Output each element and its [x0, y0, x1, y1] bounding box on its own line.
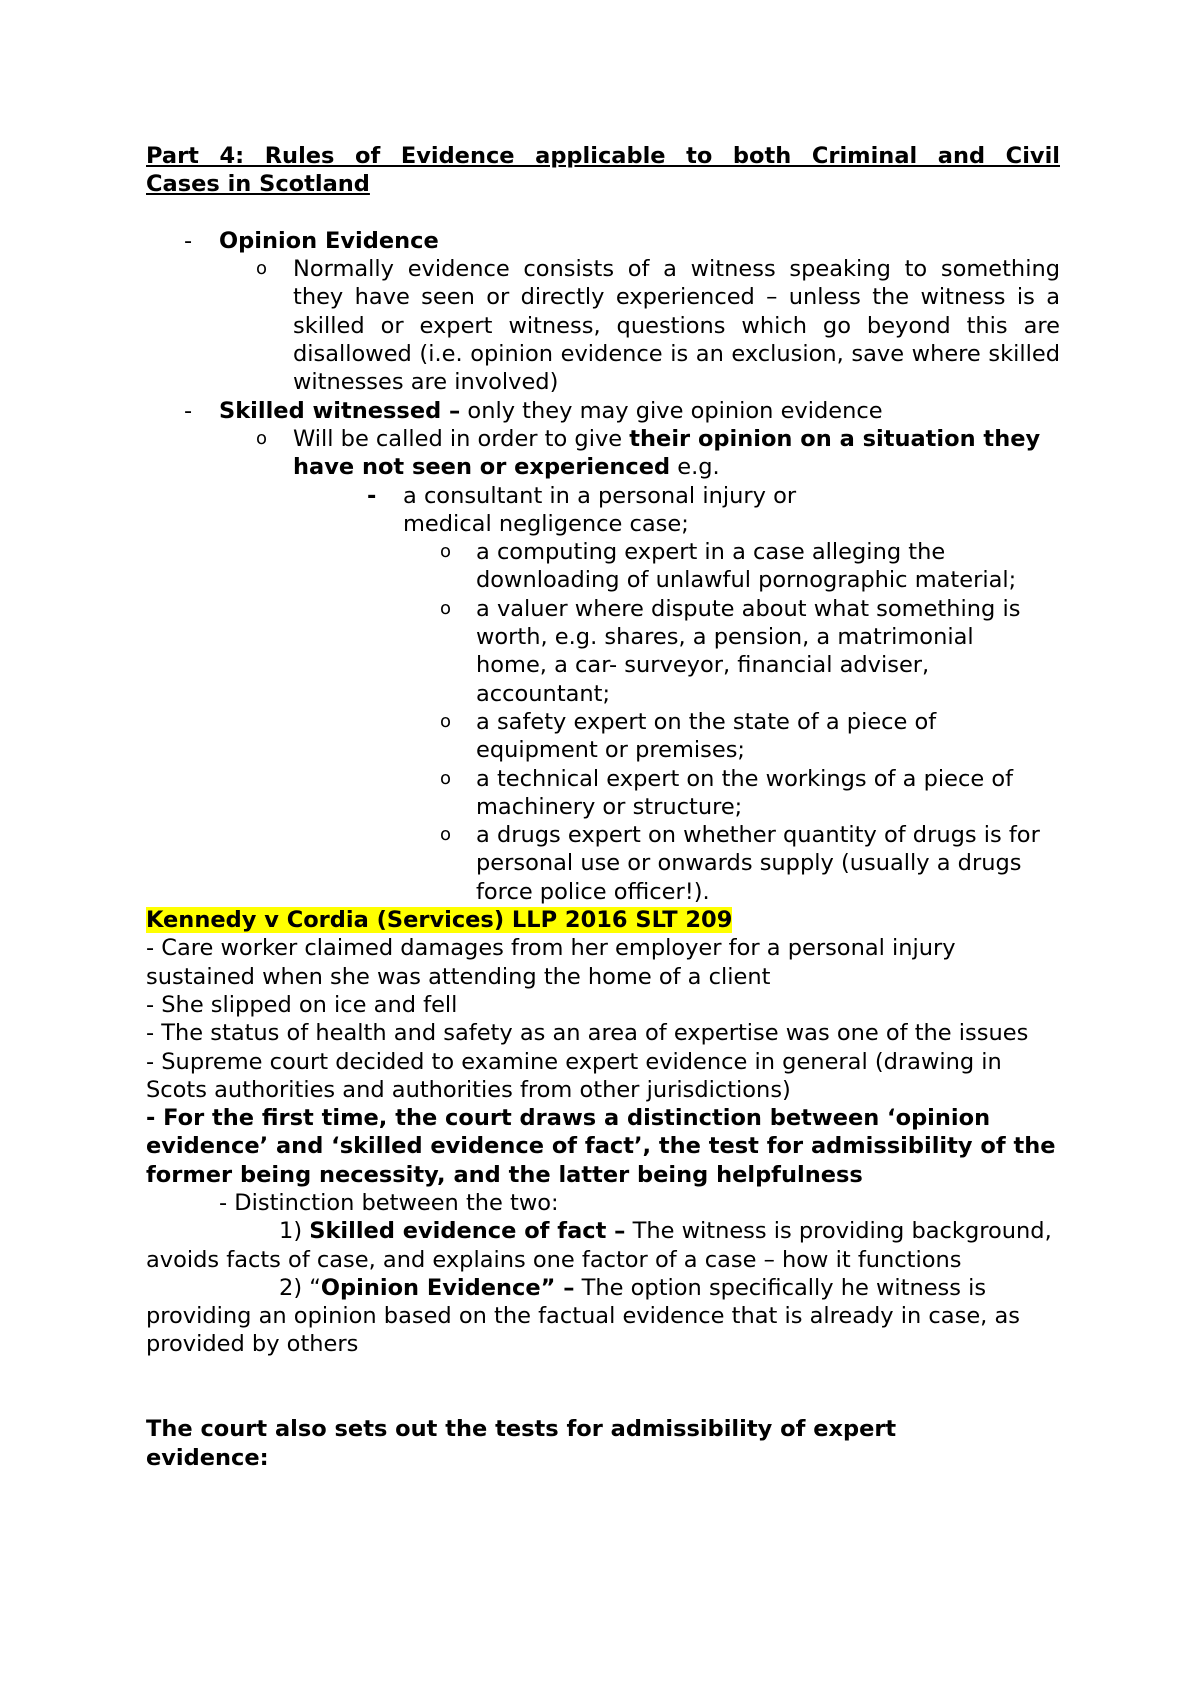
document-page [146, 142, 1060, 1472]
example-item [146, 708, 1060, 765]
skilled-witness-heading: Skilled witnessed – [219, 397, 461, 424]
example-text: a technical expert on the workings of a piece of machinery or structure; [476, 765, 1014, 820]
distinction-1-number: 1) [279, 1218, 310, 1245]
example-text: a valuer where dispute about what something is worth, e.g. shares, a pension, a matrimonial home, a car- surveyor, financial adviser, accountant; [476, 595, 1021, 707]
opinion-evidence-text: Normally evidence consists of a witness speaking to something they have seen or directly experienced – unless the witness is a skilled or expert witness, questions which go beyond this are disallowed (i.e. opinion evidence is an exclusion, save where skilled witnesses are involved) [293, 256, 1060, 396]
distinction-intro: - Distinction between the two: [219, 1189, 559, 1216]
circle-bullet: o [440, 767, 452, 789]
case-point: - She slipped on ice and fell [146, 991, 458, 1018]
distinction-2-text: The option specifically he witness is providing an opinion based on the factual evidence that is already in case, as provided by others [146, 1274, 1020, 1358]
circle-bullet: o [440, 824, 452, 846]
skilled-witness-heading-rest: only they may give opinion evidence [460, 397, 883, 424]
opinion-evidence-item [146, 227, 1060, 255]
skilled-witness-item [146, 397, 1060, 425]
dash-bullet: - [184, 227, 193, 254]
dash-bullet: - [367, 482, 377, 509]
example-main-text: a consultant in a personal injury or medical negligence case; [403, 482, 797, 537]
case-point: - The status of health and safety as an area of expertise was one of the issues [146, 1020, 1029, 1047]
circle-bullet: o [256, 258, 268, 280]
example-text: a safety expert on the state of a piece of equipment or premises; [476, 708, 937, 764]
case-point-bold-text: - For the first time, the court draws a distinction between ‘opinion evidence’ and ‘skilled evidence of fact’, the test for admissibility of the former being necessity, and the latter being helpfulness [146, 1105, 1056, 1188]
distinction-1-text: The witness is providing background, avoids facts of case, and explains one factor of a case – how it functions [146, 1218, 1052, 1273]
case-heading [146, 906, 1060, 934]
circle-bullet: o [256, 427, 268, 449]
distinction-2-label: Opinion Evidence” – [320, 1274, 575, 1301]
distinction-2-number: 2) “ [279, 1274, 321, 1301]
circle-bullet: o [440, 597, 452, 619]
example-item [146, 765, 1060, 822]
example-text: a computing expert in a case alleging the downloading of unlawful pornographic material; [476, 539, 1017, 594]
skilled-sub-bold: their opinion on a situation they have not seen or experienced [293, 425, 1041, 481]
example-item [146, 538, 1060, 595]
distinction-1-label: Skilled evidence of fact – [309, 1218, 626, 1245]
case-point: - Care worker claimed damages from her employer for a personal injury sustained when she was attending the home of a client [146, 935, 956, 990]
case-point-bold [146, 1104, 1060, 1189]
document-title-line-1: Part 4: Rules of Evidence applicable to both Criminal and Civil [146, 143, 1060, 169]
circle-bullet: o [440, 710, 452, 732]
example-main-item [146, 482, 1060, 539]
distinction-2 [146, 1274, 1060, 1359]
skilled-sub-post: e.g. [670, 454, 720, 481]
closing-text: The court also sets out the tests for admissibility of expert evidence: [146, 1416, 897, 1471]
example-item [146, 821, 1060, 906]
opinion-evidence-heading: Opinion Evidence [219, 227, 439, 254]
closing-paragraph [146, 1415, 936, 1472]
distinction-1 [146, 1217, 1060, 1274]
opinion-evidence-subitem [146, 255, 1060, 396]
document-title-line-2: Cases in Scotland [146, 171, 370, 198]
skilled-witness-subitem [146, 425, 1060, 482]
example-text: a drugs expert on whether quantity of drugs is for personal use or onwards supply (usually a drugs force police officer!). [476, 822, 1040, 905]
circle-bullet: o [440, 541, 452, 563]
case-name: Kennedy v Cordia (Services) LLP 2016 SLT 209 [146, 907, 733, 934]
skilled-sub-pre: Will be called in order to give [293, 425, 630, 452]
example-item [146, 595, 1060, 708]
dash-bullet: - [184, 397, 193, 424]
case-point: - Supreme court decided to examine expert evidence in general (drawing in Scots authorities and authorities from other jurisdictions) [146, 1048, 1002, 1103]
